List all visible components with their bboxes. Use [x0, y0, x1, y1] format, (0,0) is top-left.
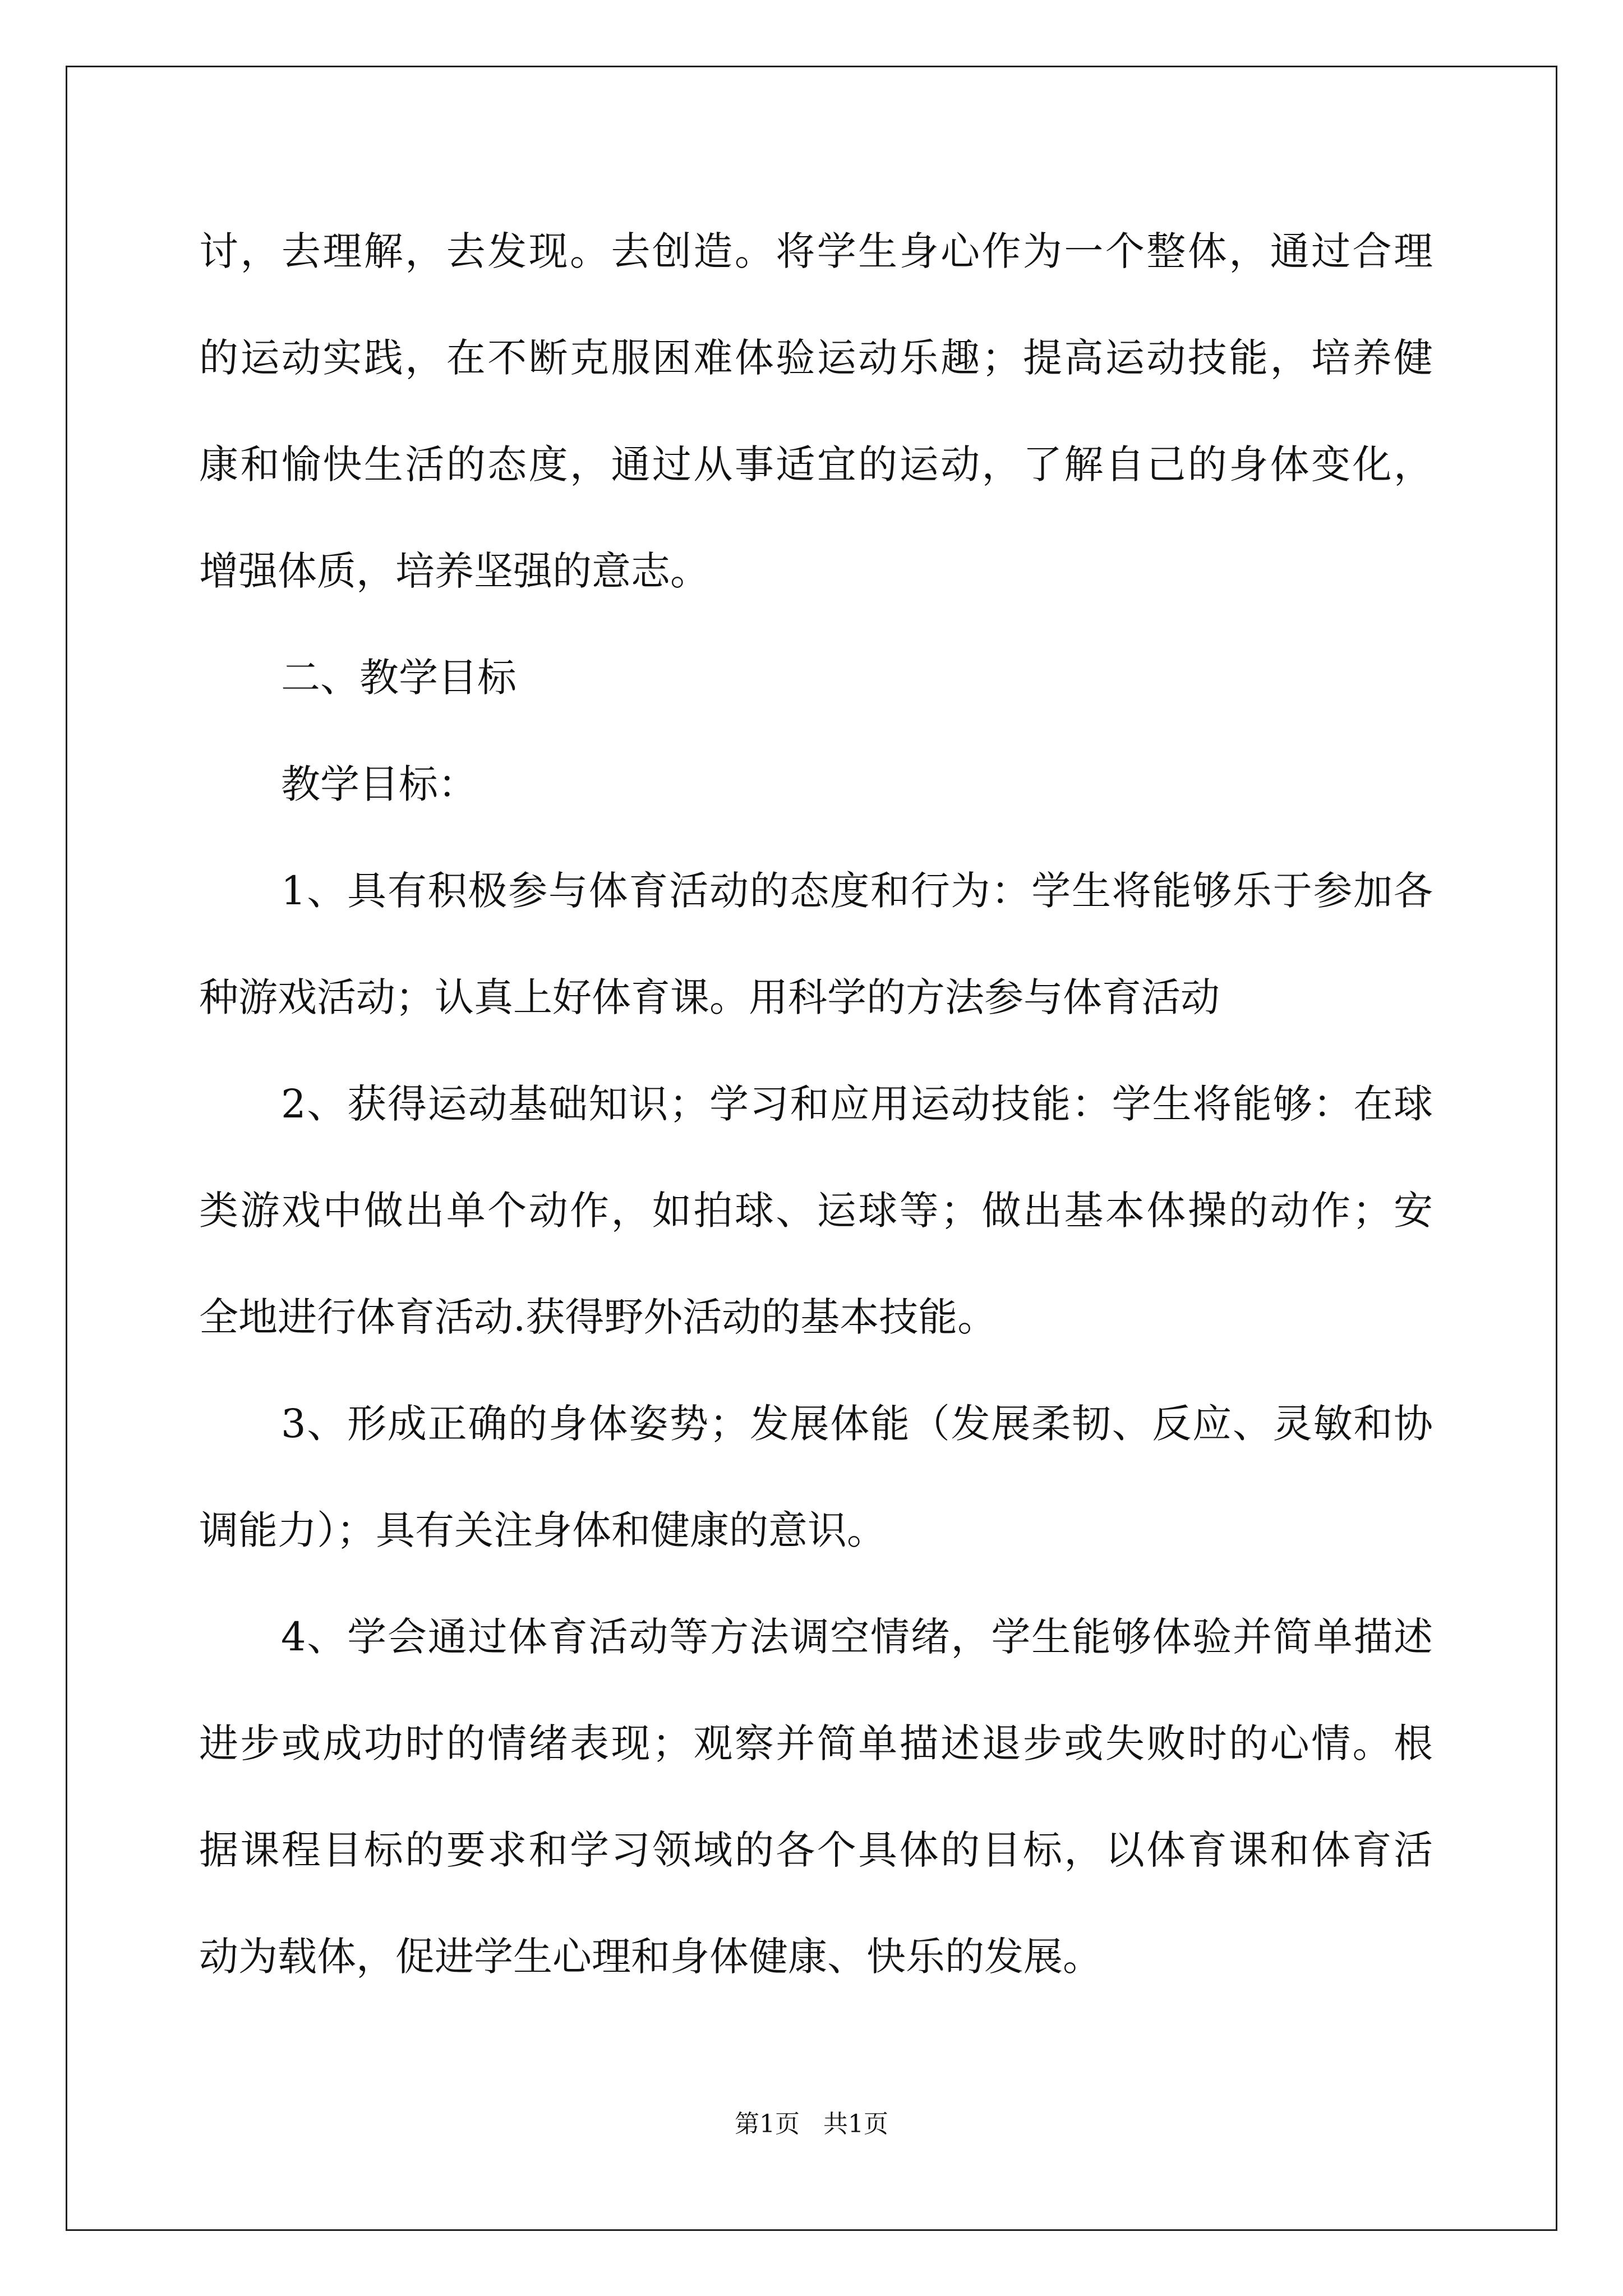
paragraph-line: 1、具有积极参与体育活动的态度和行为：学生将能够乐于参加各 [281, 868, 1433, 914]
page-footer: 第1页 共1页 [735, 2110, 888, 2138]
paragraph-line: 增强体质，培养坚强的意志。 [199, 548, 709, 594]
paragraph-line: 类游戏中做出单个动作，如拍球、运球等；做出基本体操的动作；安 [199, 1188, 1433, 1234]
paragraph-line: 3、形成正确的身体姿势；发展体能（发展柔韧、反应、灵敏和协 [281, 1401, 1433, 1447]
paragraph-line: 动为载体，促进学生心理和身体健康、快乐的发展。 [199, 1934, 1102, 1980]
paragraph-line: 全地进行体育活动.获得野外活动的基本技能。 [199, 1294, 997, 1340]
paragraph-line: 调能力）；具有关注身体和健康的意识。 [199, 1507, 886, 1553]
paragraph-line: 的运动实践，在不断克服困难体验运动乐趣；提高运动技能，培养健 [199, 335, 1433, 381]
paragraph-line: 进步或成功时的情绪表现；观察并简单描述退步或失败时的心情。根 [199, 1720, 1433, 1766]
paragraph-line: 种游戏活动；认真上好体育课。用科学的方法参与体育活动 [199, 974, 1220, 1020]
section-heading: 二、教学目标 [281, 655, 517, 701]
paragraph-line: 2、获得运动基础知识；学习和应用运动技能：学生将能够：在球 [281, 1081, 1433, 1127]
subheading: 教学目标： [281, 761, 477, 807]
paragraph-line: 康和愉快生活的态度，通过从事适宜的运动，了解自己的身体变化， [199, 441, 1433, 487]
paragraph-line: 4、学会通过体育活动等方法调空情绪，学生能够体验并简单描述 [281, 1614, 1433, 1660]
paragraph-line: 讨，去理解，去发现。去创造。将学生身心作为一个整体，通过合理 [199, 228, 1433, 274]
paragraph-line: 据课程目标的要求和学习领域的各个具体的目标，以体育课和体育活 [199, 1827, 1433, 1873]
